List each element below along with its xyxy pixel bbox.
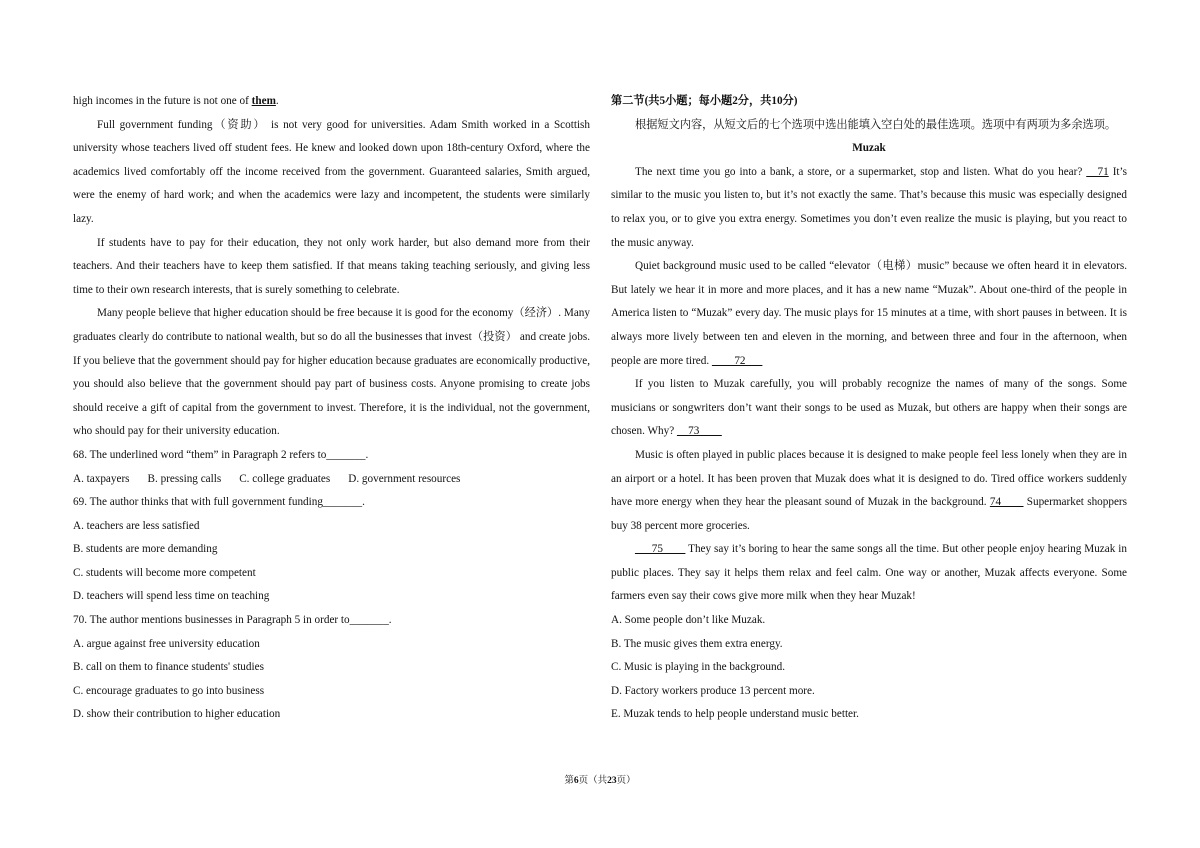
- right-column: [611, 90, 1127, 727]
- page-footer: [0, 772, 1200, 786]
- option: A. taxpayers: [73, 472, 130, 485]
- text: 页）: [616, 776, 636, 786]
- passage-paragraph-4: [611, 444, 1127, 538]
- text: The next time you go into a bank, a store, or a supermarket, stop and listen. What do you hear?: [635, 165, 1087, 178]
- option: C. students will become more competent: [73, 566, 256, 579]
- paragraph-4: Many people believe that higher education should be free because it is good for the economy（经济）. Many graduates clearly do contribute to national wealth, but so do all the businesses that invest（投资） and create jobs. If you believe that the government should pay for higher education because graduates are economically productive, you should also believe that the government should pay part of business costs. Anyone promising to create jobs should receive a gift of capital from the government to invest. Therefore, it is the individual, not the government, who should pay for their university education.: [73, 307, 590, 438]
- option: B. call on them to finance students' studies: [73, 661, 264, 674]
- paragraph-2: Full government funding（资助） is not very good for universities. Adam Smith worked in a Scottish university whose teachers lived off student fees. He knew and looked down upon 18th-century Oxford, where the academics lived comfortably off the income received from the government. Guaranteed salaries, Smith argued, were the enemy of hard work; and when the academics were lazy and incompetent, the students were similarly lazy.: [73, 118, 590, 225]
- blank-72: ____72___: [711, 354, 763, 367]
- text: 第: [564, 776, 574, 786]
- option: B. The music gives them extra energy.: [611, 637, 783, 650]
- blank-73: __73____: [676, 425, 722, 438]
- option: D. show their contribution to higher education: [73, 708, 281, 721]
- option: D. government resources: [348, 472, 461, 485]
- page-number: 6: [573, 776, 579, 786]
- passage-paragraph-5: [611, 538, 1127, 609]
- text: If you listen to Muzak carefully, you will probably recognize the names of many of the songs. Some musicians or songwriters don’t want their songs to be used as Muzak, but others are happy when their songs are chosen. Why?: [611, 378, 1127, 438]
- option: E. Muzak tends to help people understand music better.: [611, 708, 859, 721]
- paragraph-1-end: [73, 90, 590, 114]
- underlined-word-them: them: [251, 95, 276, 107]
- text: .: [275, 95, 279, 107]
- left-column: [73, 90, 590, 727]
- option: B. pressing calls: [147, 472, 222, 485]
- option: B. students are more demanding: [73, 543, 218, 556]
- blank-71: __71: [1086, 165, 1109, 178]
- question-68-options: [73, 468, 590, 492]
- text: Quiet background music used to be called “elevator（电梯）music” because we often heard it in elevators. But lately we hear it in more and more places, and it has a new name “Muzak”. About one-third of the people in America listen to “Muzak” every day. The music plays for 15 minutes at a time, with short pauses in between. It is always more lively between ten and eleven in the morning, and between three and four in the afternoon, when people are more tired.: [611, 260, 1127, 367]
- option: C. college graduates: [239, 472, 331, 485]
- blank-75: ___75____: [635, 543, 686, 556]
- option: A. Some people don’t like Muzak.: [611, 614, 766, 627]
- passage-title: Muzak: [852, 142, 886, 155]
- option: D. Factory workers produce 13 percent more.: [611, 684, 815, 697]
- passage-paragraph-1: [611, 161, 1127, 255]
- option: A. teachers are less satisfied: [73, 519, 200, 532]
- blank-74: 74____: [989, 496, 1024, 509]
- total-pages: 23: [607, 776, 617, 786]
- passage-paragraph-2: [611, 255, 1127, 373]
- option: D. teachers will spend less time on teaching: [73, 590, 270, 603]
- option: A. argue against free university education: [73, 637, 260, 650]
- option: C. Music is playing in the background.: [611, 661, 786, 674]
- text: Supermarket shoppers buy 38 percent more groceries.: [611, 496, 1127, 532]
- text: high incomes in the future is not one of: [73, 95, 252, 107]
- text: It’s similar to the music you listen to, but it’s not exactly the same. That’s because this music was especially designed to relax you, or to give you extra energy. Sometimes you don’t even realize the music is playing, but you react to the music anyway.: [611, 165, 1127, 249]
- paragraph-3: If students have to pay for their education, they not only work harder, but also demand more from their teachers. And their teachers have to keep them satisfied. If that means taking teaching seriously, and giving less time to their own research interests, that is surely something to celebrate.: [73, 236, 590, 296]
- option: C. encourage graduates to go into business: [73, 684, 265, 697]
- instructions: 根据短文内容，从短文后的七个选项中选出能填入空白处的最佳选项。选项中有两项为多余选项。: [635, 118, 1117, 131]
- passage-paragraph-3: [611, 373, 1127, 444]
- question-70: 70. The author mentions businesses in Paragraph 5 in order to_______.: [73, 614, 392, 627]
- question-69: 69. The author thinks that with full government funding_______.: [73, 496, 365, 509]
- text: Music is often played in public places because it is designed to make people feel less lonely when they are in an airport or a hotel. It has been proven that Muzak does what it is designed to do. Tired office workers suddenly have more energy when they hear the pleasant sound of Muzak in the background.: [611, 448, 1127, 509]
- text: They say it’s boring to hear the same songs all the time. But other people enjoy hearing Muzak in public places. They say it helps them relax and feel calm. One way or another, Muzak affects everyone. Some farmers even say their cows give more milk when they hear Muzak!: [611, 543, 1127, 603]
- section-heading: 第二节(共5小题；每小题2分，共10分): [611, 95, 798, 107]
- text: 页（共: [578, 776, 608, 786]
- question-68: 68. The underlined word “them” in Paragraph 2 refers to_______.: [73, 448, 369, 461]
